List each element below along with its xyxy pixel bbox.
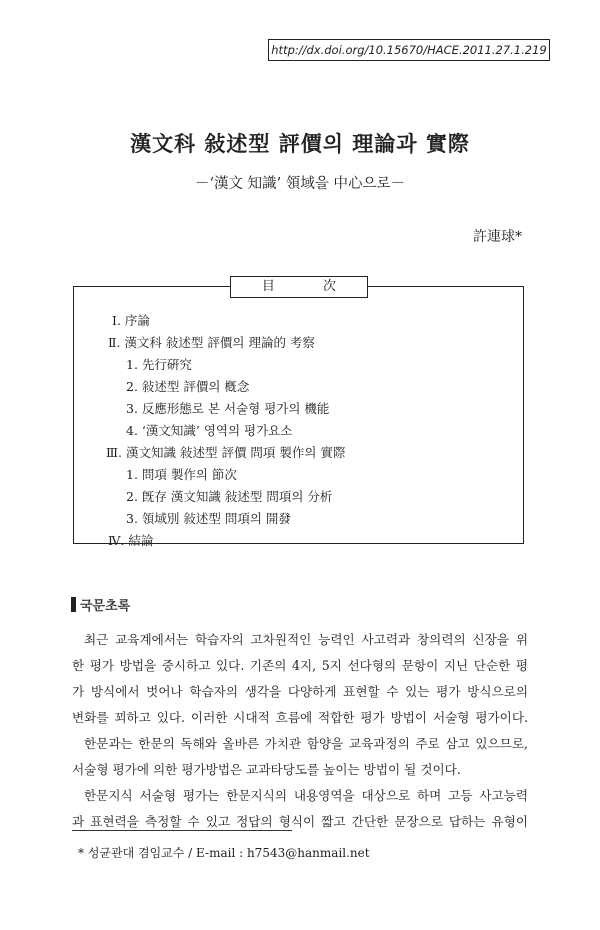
- toc-item-section: 2. 旣存 漢文知識 敍述型 問項의 分析: [126, 489, 333, 504]
- toc-item-section: 1. 先行硏究: [126, 357, 192, 372]
- abstract-line: 한문지식 서술형 평가는 한문지식의 내용영역을 대상으로 하며 고등 사고능력: [84, 788, 528, 803]
- abstract-heading: [71, 597, 130, 615]
- heading-bar: [71, 597, 76, 612]
- abstract-line: 최근 교육계에서는 학습자의 고차원적인 능력인 사고력과 창의력의 신장을 위: [84, 632, 528, 647]
- toc-item-chapter: Ⅰ. 序論: [112, 313, 150, 328]
- toc-item-chapter: Ⅳ. 結論: [108, 533, 154, 548]
- toc-item-section: 2. 敍述型 評價의 槪念: [126, 379, 250, 394]
- abstract-line: 한 평가 방법을 중시하고 있다. 기존의 4지, 5지 선다형의 문항이 지닌 단순한 평: [72, 658, 528, 673]
- paper-subtitle: －‘漢文 知識’ 領域을 中心으로－: [194, 176, 406, 192]
- footnote: * 성균관대 겸임교수 / E-mail : h7543@hanmail.net: [78, 846, 370, 860]
- paper-title: 漢文科 敍述型 評價의 理論과 實際: [130, 131, 470, 156]
- abstract-line: 변화를 꾀하고 있다. 이러한 시대적 흐름에 적합한 평가 방법이 서술형 평가이다.: [72, 710, 528, 725]
- toc-item-chapter: Ⅲ. 漢文知識 敍述型 評價 問項 製作의 實際: [106, 445, 346, 460]
- abstract-line: 가 방식에서 벗어나 학습자의 생각을 다양하게 표현할 수 있는 평가 방식으로의: [72, 684, 528, 699]
- doi-link[interactable]: http://dx.doi.org/10.15670/HACE.2011.27.1.219: [268, 39, 550, 61]
- toc-heading: 目 次: [230, 276, 368, 298]
- toc-item-section: 4. ‘漢文知識’ 영역의 평가요소: [126, 423, 293, 438]
- toc-item-section: 1. 問項 製作의 節次: [126, 467, 237, 482]
- toc-item-section: 3. 反應形態로 본 서술형 평가의 機能: [126, 401, 330, 416]
- abstract-heading-label: 국문초록: [80, 599, 131, 614]
- abstract-line: 서술형 평가에 의한 평가방법은 교과타당도를 높이는 방법이 될 것이다.: [72, 762, 461, 777]
- toc-item-section: 3. 領域別 敍述型 問項의 開發: [126, 511, 291, 526]
- author-name: 許連球*: [473, 229, 522, 245]
- toc-item-chapter: Ⅱ. 漢文科 敍述型 評價의 理論的 考察: [108, 335, 315, 350]
- footnote-divider: [72, 830, 292, 831]
- abstract-line: 과 표현력을 측정할 수 있고 정답의 형식이 짧고 간단한 문장으로 답하는 유형이: [72, 814, 528, 829]
- abstract-line: 한문과는 한문의 독해와 올바른 가치관 함양을 교육과정의 주로 삼고 있으므로,: [84, 736, 528, 751]
